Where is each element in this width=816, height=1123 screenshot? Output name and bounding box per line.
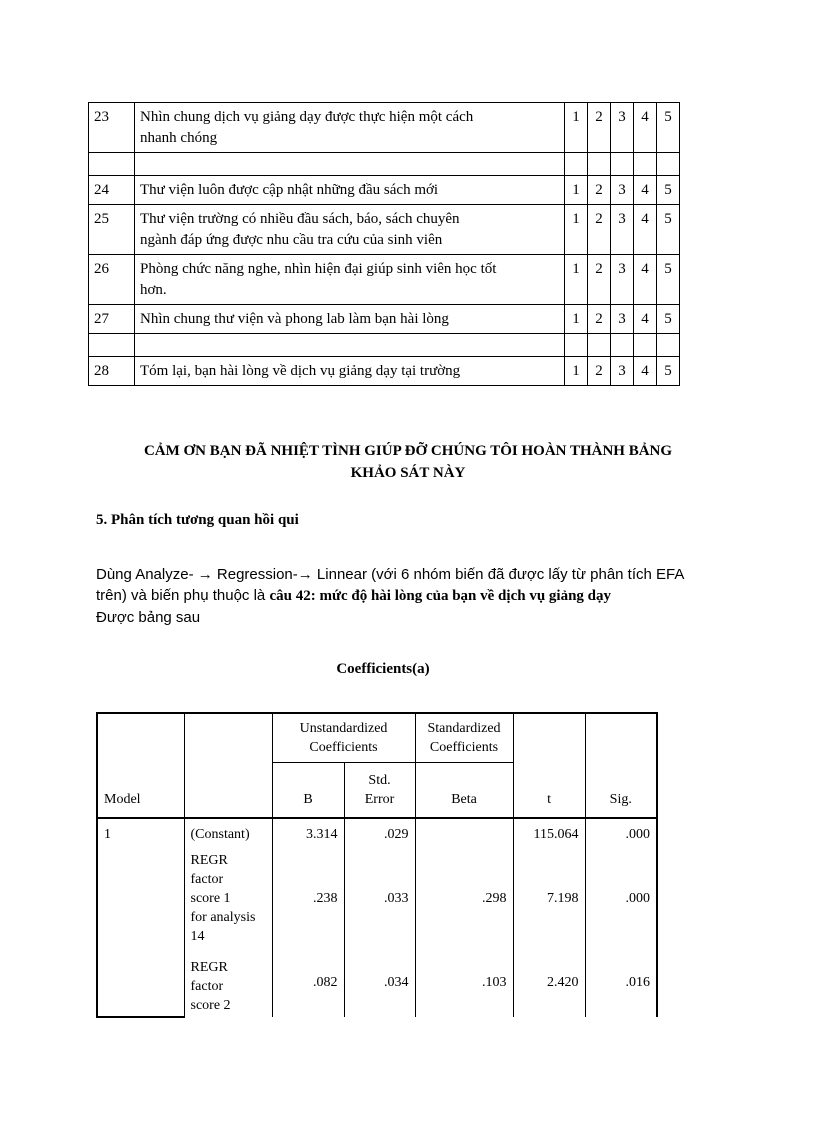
scale-3: 3 <box>611 357 634 386</box>
label-cell: (Constant) <box>184 818 272 849</box>
row-number: 26 <box>89 255 135 305</box>
label-cell: REGR factor score 2 <box>184 948 272 1017</box>
row-number: 28 <box>89 357 135 386</box>
scale-1: 1 <box>565 205 588 255</box>
se-cell: .033 <box>344 849 415 948</box>
scale-4: 4 <box>634 103 657 153</box>
b-cell: .082 <box>272 948 344 1017</box>
scale-5: 5 <box>657 255 680 305</box>
table-row <box>97 948 657 1017</box>
scale-1: 1 <box>565 103 588 153</box>
scale-2: 2 <box>588 205 611 255</box>
question-text: Phòng chức năng nghe, nhìn hiện đại giúp sinh viên học tốt hơn. <box>135 255 565 305</box>
scale-1: 1 <box>565 255 588 305</box>
stderror-header: Std. Error <box>344 763 415 819</box>
thanks-line-1: CẢM ƠN BẠN ĐÃ NHIỆT TÌNH GIÚP ĐỠ CHÚNG TÔI HOÀN THÀNH BẢNG <box>143 443 673 459</box>
para-line-2: trên) và biến phụ thuộc là <box>96 587 270 604</box>
se-cell: .029 <box>344 818 415 849</box>
scale-2: 2 <box>588 255 611 305</box>
scale-5: 5 <box>657 103 680 153</box>
sig-cell: .000 <box>585 818 657 849</box>
question-text: Thư viện trường có nhiều đầu sách, báo, sách chuyên ngành đáp ứng được nhu cầu tra cứu của sinh viên <box>135 205 565 255</box>
t-cell: 7.198 <box>513 849 585 948</box>
sig-cell: .000 <box>585 849 657 948</box>
question-text: Thư viện luôn được cập nhật những đầu sách mới <box>135 176 565 205</box>
row-number: 24 <box>89 176 135 205</box>
se-cell: .034 <box>344 948 415 1017</box>
scale-4: 4 <box>634 305 657 334</box>
coefficients-table <box>96 712 658 1018</box>
thanks-line-2: KHẢO SÁT NÀY <box>350 465 466 481</box>
scale-5: 5 <box>657 205 680 255</box>
b-header: B <box>272 763 344 819</box>
b-cell: .238 <box>272 849 344 948</box>
model-cell <box>97 948 184 1017</box>
scale-3: 3 <box>611 305 634 334</box>
label-cell: REGR factor score 1 for analysis 14 <box>184 849 272 948</box>
scale-3: 3 <box>611 103 634 153</box>
thanks-heading <box>90 440 726 484</box>
scale-4: 4 <box>634 205 657 255</box>
scale-4: 4 <box>634 357 657 386</box>
scale-1: 1 <box>565 357 588 386</box>
scale-2: 2 <box>588 357 611 386</box>
table-row <box>89 305 680 334</box>
scale-5: 5 <box>657 176 680 205</box>
table-row <box>89 205 680 255</box>
scale-3: 3 <box>611 205 634 255</box>
beta-cell: .298 <box>415 849 513 948</box>
model-cell <box>97 849 184 948</box>
row-number: 23 <box>89 103 135 153</box>
table-row <box>97 849 657 948</box>
question-text: Tóm lại, bạn hài lòng về dịch vụ giảng dạy tại trường <box>135 357 565 386</box>
model-header: Model <box>97 713 184 818</box>
question-text: Nhìn chung dịch vụ giảng dạy được thực hiện một cách nhanh chóng <box>135 103 565 153</box>
row-number: 27 <box>89 305 135 334</box>
unstd-header: Unstandardized Coefficients <box>272 713 415 763</box>
scale-5: 5 <box>657 305 680 334</box>
blank-row <box>89 334 680 357</box>
beta-cell <box>415 818 513 849</box>
scale-4: 4 <box>634 176 657 205</box>
table-row <box>89 357 680 386</box>
table-row <box>89 176 680 205</box>
table-row <box>89 103 680 153</box>
scale-3: 3 <box>611 176 634 205</box>
survey-table <box>88 102 680 386</box>
t-cell: 115.064 <box>513 818 585 849</box>
para-line-3: Được bảng sau <box>96 609 201 626</box>
scale-5: 5 <box>657 357 680 386</box>
scale-2: 2 <box>588 305 611 334</box>
section-title: 5. Phân tích tương quan hồi qui <box>96 512 299 528</box>
scale-3: 3 <box>611 255 634 305</box>
blank-row <box>89 153 680 176</box>
scale-1: 1 <box>565 305 588 334</box>
question-text: Nhìn chung thư viện và phong lab làm bạn hài lòng <box>135 305 565 334</box>
scale-1: 1 <box>565 176 588 205</box>
sig-header: Sig. <box>585 713 657 818</box>
header-row-1 <box>97 713 657 763</box>
std-header: Standardized Coefficients <box>415 713 513 763</box>
scale-2: 2 <box>588 176 611 205</box>
coefficients-title: Coefficients(a) <box>336 661 430 677</box>
sig-cell: .016 <box>585 948 657 1017</box>
beta-cell: .103 <box>415 948 513 1017</box>
para-line-1: Dùng Analyze- → Regression-→ Linnear (với 6 nhóm biến đã được lấy từ phân tích EFA <box>96 566 685 583</box>
label-header <box>184 713 272 818</box>
para-line-2-bold: câu 42: mức độ hài lòng của bạn về dịch vụ giảng dạy <box>269 588 612 604</box>
row-number: 25 <box>89 205 135 255</box>
table-row <box>89 255 680 305</box>
paragraph <box>96 564 736 628</box>
t-cell: 2.420 <box>513 948 585 1017</box>
scale-2: 2 <box>588 103 611 153</box>
model-cell: 1 <box>97 818 184 849</box>
table-row <box>97 818 657 849</box>
b-cell: 3.314 <box>272 818 344 849</box>
beta-header: Beta <box>415 763 513 819</box>
scale-4: 4 <box>634 255 657 305</box>
t-header: t <box>513 713 585 818</box>
